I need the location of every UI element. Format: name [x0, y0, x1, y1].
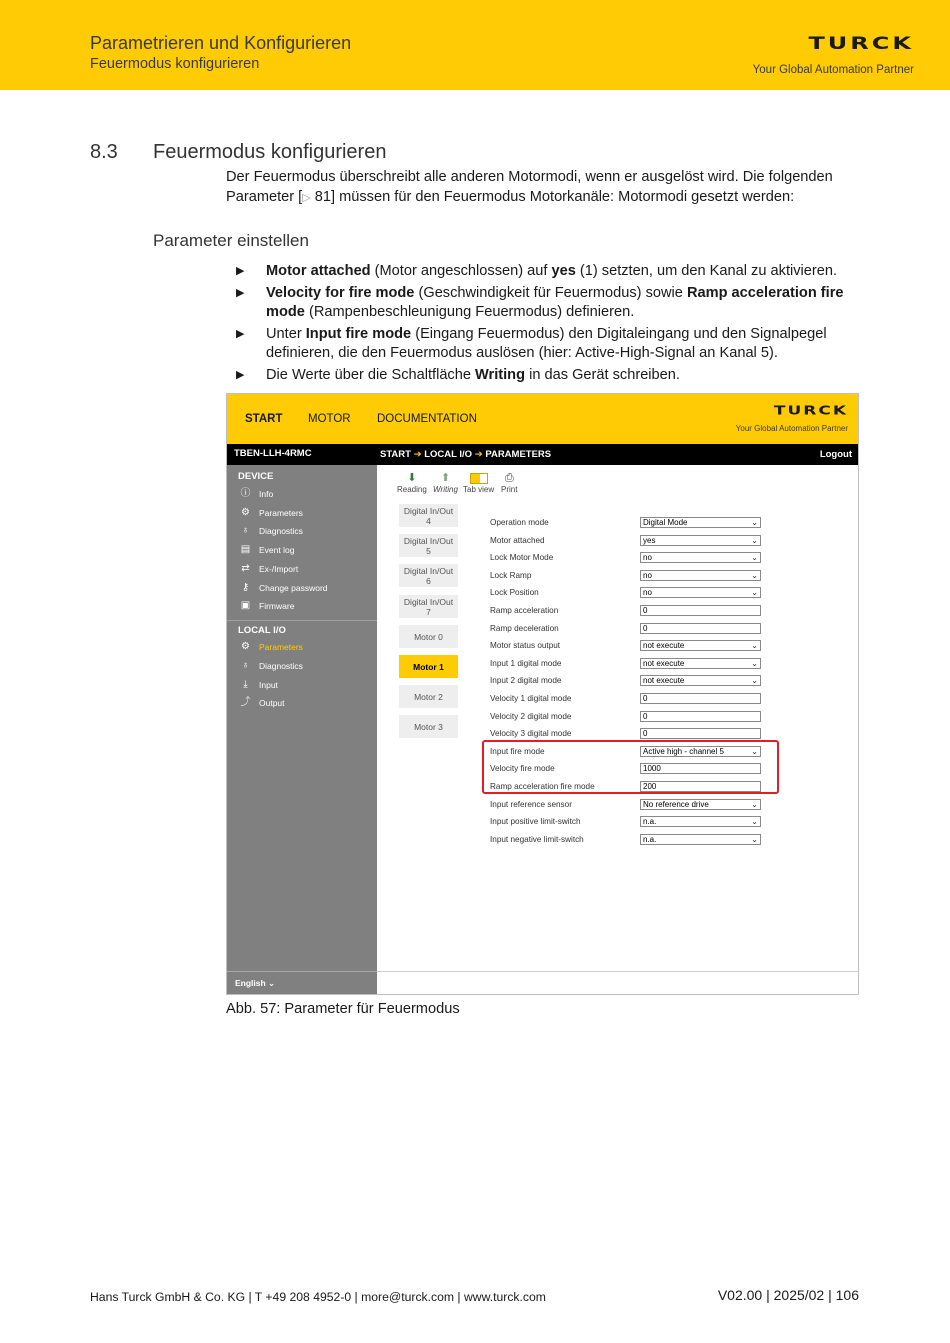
parameter-select[interactable] [640, 816, 761, 827]
app-logo-claim: Your Global Automation Partner [735, 424, 848, 433]
breadcrumb-arrow-icon: ➔ [474, 449, 483, 460]
parameter-label: Velocity fire mode [490, 764, 555, 773]
gear-icon: ⚙ [241, 507, 250, 518]
sidebar-item-output[interactable] [238, 696, 285, 709]
parameter-input[interactable] [640, 605, 761, 616]
parameter-value: n.a. [643, 835, 657, 844]
sidebar-divider [227, 620, 377, 621]
step-bold: Motor attached [266, 263, 371, 279]
breadcrumb-arrow-icon: ➔ [413, 449, 422, 460]
step-bold: Ramp acceleration fire mode [266, 284, 844, 320]
content-bottom-line [377, 971, 859, 972]
language-label: English ⌄ [235, 978, 276, 988]
step-item [236, 262, 856, 282]
logo-claim: Your Global Automation Partner [752, 64, 914, 76]
gear-icon: ⚙ [241, 641, 250, 652]
print-button[interactable] [501, 471, 517, 494]
step-item [236, 284, 856, 323]
parameter-value: 0 [643, 729, 648, 738]
parameter-label: Lock Position [490, 588, 539, 597]
reading-button[interactable] [397, 471, 427, 494]
tab-label: Motor 0 [414, 631, 443, 642]
parameter-value: 200 [643, 782, 657, 791]
sidebar-item-label: Diagnostics [259, 660, 303, 671]
bullet-triangle-icon: ▶ [236, 368, 245, 381]
tab-motor-1[interactable] [399, 655, 458, 678]
tab-label: Digital In/Out [403, 596, 454, 607]
tab-label: Motor 3 [414, 721, 443, 732]
app-black-bar [227, 444, 859, 465]
info-icon: ⓘ [240, 488, 251, 499]
sidebar-item-label: Ex-/Import [259, 563, 299, 574]
export-import-icon: ⇄ [241, 563, 250, 574]
nav-motor[interactable]: MOTOR [308, 413, 351, 425]
logout-link[interactable]: Logout [819, 449, 852, 460]
tab-label: Motor 2 [414, 691, 443, 702]
parameter-value: no [643, 553, 652, 562]
parameter-label: Ramp acceleration fire mode [490, 782, 595, 791]
parameter-select[interactable] [640, 799, 761, 810]
parameter-select[interactable] [640, 570, 761, 581]
sidebar-item-label: Event log [259, 544, 295, 555]
tab-label: Digital In/Out [403, 565, 454, 576]
parameter-select[interactable] [640, 640, 761, 651]
parameter-value: 0 [643, 624, 648, 633]
parameter-select[interactable] [640, 834, 761, 845]
chevron-down-icon: ⌄ [751, 571, 758, 580]
tab-motor-0[interactable] [399, 625, 458, 648]
sidebar-item-info[interactable] [238, 487, 273, 500]
parameter-label: Motor attached [490, 536, 545, 545]
step-text: (Motor angeschlossen) auf [370, 263, 552, 279]
step-text: Unter [266, 325, 306, 342]
sidebar-item-label: Input [259, 679, 278, 690]
parameter-label: Ramp acceleration [490, 606, 559, 615]
sidebar-item-label: Parameters [259, 641, 303, 652]
sidebar-item-ex-import[interactable] [238, 562, 298, 575]
tab-label: Digital In/Out [403, 505, 454, 516]
parameter-value: 1000 [643, 764, 661, 773]
parameter-label: Input positive limit-switch [490, 817, 581, 826]
chevron-down-icon: ⌄ [751, 747, 758, 756]
chevron-down-icon: ⌄ [751, 676, 758, 685]
footer-version: V02.00 | 2025/02 | 106 [717, 1287, 859, 1303]
fire-mode-highlight [482, 740, 779, 794]
intro-paragraph [226, 168, 866, 208]
chip-icon: ▣ [240, 600, 251, 611]
parameter-select[interactable] [640, 535, 761, 546]
breadcrumb [380, 449, 551, 460]
sidebar-item-local-parameters[interactable] [238, 640, 303, 653]
parameter-value: Active high - channel 5 [643, 747, 724, 756]
sidebar-item-label: Diagnostics [259, 525, 303, 536]
input-icon: ⤓ [243, 679, 248, 690]
toolbar-label: Tab view [463, 485, 495, 494]
parameter-label: Input negative limit-switch [490, 835, 584, 844]
parameter-select[interactable] [640, 552, 761, 563]
parameter-value: no [643, 571, 652, 580]
app-logo-wordmark: TURCK [773, 403, 848, 419]
parameter-value: not execute [643, 641, 685, 650]
chevron-down-icon: ⌄ [751, 835, 758, 844]
step-text: (1) setzten, um den Kanal zu aktivieren. [575, 263, 838, 279]
step-bold: yes [551, 263, 576, 279]
sidebar-item-label: Change password [259, 582, 328, 593]
subsection-title: Parameter einstellen [153, 231, 309, 250]
header-subtitle: Feuermodus konfigurieren [90, 56, 260, 72]
tab-view-button[interactable] [463, 471, 494, 494]
web-server-screenshot [226, 393, 859, 995]
chevron-down-icon: ⌄ [751, 659, 758, 668]
sidebar-item-event-log[interactable] [238, 543, 294, 556]
parameter-label: Operation mode [490, 518, 549, 527]
parameter-select[interactable] [640, 517, 761, 528]
parameter-value: 0 [643, 606, 648, 615]
output-icon: ⤴ [240, 697, 251, 708]
tab-digital-io-5[interactable] [399, 534, 458, 557]
sidebar-item-label: Info [259, 488, 274, 499]
sidebar-heading-local-io: LOCAL I/O [238, 625, 286, 636]
chevron-down-icon: ⌄ [751, 553, 758, 562]
breadcrumb-parameters: PARAMETERS [485, 449, 552, 460]
step-bold: Writing [475, 366, 526, 383]
step-text: (Rampenbeschleunigung Feuermodus) definieren. [304, 304, 635, 320]
sidebar [227, 465, 377, 995]
tab-label: 4 [426, 515, 431, 526]
device-name: TBEN-LLH-4RMC [234, 448, 312, 459]
writing-button[interactable] [433, 471, 458, 494]
tab-label: 7 [426, 606, 431, 617]
sidebar-item-local-diagnostics[interactable] [238, 659, 303, 672]
chevron-down-icon: ⌄ [751, 817, 758, 826]
sidebar-item-diagnostics[interactable] [238, 524, 303, 537]
step-bold: Input fire mode [305, 325, 412, 342]
parameter-select[interactable] [640, 587, 761, 598]
parameter-label: Velocity 1 digital mode [490, 694, 572, 703]
toolbar-label: Reading [397, 485, 427, 494]
sidebar-item-input[interactable] [238, 678, 278, 691]
header-title: Parametrieren und Konfigurieren [90, 33, 352, 53]
parameter-select[interactable] [640, 658, 761, 669]
stethoscope-icon: ♁ [241, 660, 250, 671]
parameter-value: not execute [643, 659, 685, 668]
tab-motor-3[interactable] [399, 715, 458, 738]
tab-label: Digital In/Out [403, 535, 454, 546]
parameter-value: n.a. [643, 817, 657, 826]
step-text: Die Werte über die Schaltfläche [266, 366, 476, 383]
sidebar-item-label: Output [259, 697, 285, 708]
breadcrumb-start[interactable]: START [380, 449, 411, 460]
toolbar-label: Writing [433, 485, 458, 494]
chevron-down-icon: ⌄ [751, 518, 758, 527]
chevron-down-icon: ⌄ [751, 536, 758, 545]
tab-label: Motor 1 [413, 661, 444, 672]
step-text: (Geschwindigkeit für Feuermodus) sowie [414, 284, 687, 301]
intro-text-1: Der Feuermodus überschreibt alle anderen Motormodi, wenn er ausgelöst wird. Die folgenden Parameter [ [226, 169, 833, 205]
tab-digital-io-6[interactable] [399, 564, 458, 587]
parameter-select[interactable] [640, 675, 761, 686]
sidebar-item-change-password[interactable] [238, 581, 328, 594]
chevron-down-icon: ⌄ [751, 641, 758, 650]
print-icon: ⎙ [504, 472, 514, 484]
parameter-label: Ramp deceleration [490, 624, 559, 633]
nav-start[interactable]: START [245, 413, 283, 425]
section-title: Feuermodus konfigurieren [153, 141, 387, 163]
sidebar-item-label: Firmware [259, 600, 295, 611]
bullet-triangle-icon: ▶ [236, 327, 245, 340]
step-list [236, 262, 856, 387]
parameter-label: Input reference sensor [490, 800, 572, 809]
step-text: in das Gerät schreiben. [525, 366, 680, 383]
tab-digital-io-4[interactable] [399, 504, 458, 527]
sidebar-item-firmware[interactable] [238, 599, 294, 612]
sidebar-item-parameters[interactable] [238, 506, 303, 519]
step-item [236, 366, 856, 386]
parameter-value: Digital Mode [643, 518, 688, 527]
step-bold: Velocity for fire mode [266, 284, 415, 301]
stethoscope-icon: ♁ [241, 525, 250, 536]
figure-caption: Abb. 57: Parameter für Feuermodus [226, 1001, 460, 1017]
toolbar-label: Print [501, 485, 518, 494]
key-icon: ⚷ [241, 582, 250, 593]
chevron-down-icon: ⌄ [751, 588, 758, 597]
chevron-down-icon: ⌄ [751, 800, 758, 809]
bullet-triangle-icon: ▶ [236, 286, 245, 299]
parameter-label: Motor status output [490, 641, 561, 650]
breadcrumb-local-io[interactable]: LOCAL I/O [424, 449, 473, 460]
writing-icon: ⬆ [440, 472, 451, 484]
parameter-value: No reference drive [643, 800, 709, 809]
parameter-label: Input 2 digital mode [490, 676, 562, 685]
intro-text-2: 81] müssen für den Feuermodus Motorkanäle: Motormodi gesetzt werden: [310, 188, 795, 205]
step-text: (Eingang Feuermodus) den Digitaleingang und den Signalpegel definieren, die den Feuermodus auslösen (hier: Active-High-Signal an Kanal 5). [266, 325, 827, 361]
parameter-label: Velocity 2 digital mode [490, 712, 572, 721]
parameter-input[interactable] [640, 623, 761, 634]
parameter-label: Input 1 digital mode [490, 659, 562, 668]
reading-icon: ⬇ [407, 472, 417, 484]
logo-wordmark: TURCK [808, 33, 914, 54]
sidebar-heading-device: DEVICE [238, 471, 274, 482]
parameter-label: Input fire mode [490, 747, 545, 756]
tab-digital-io-7[interactable] [399, 595, 458, 618]
event-log-icon: ▤ [240, 544, 251, 555]
app-top-bar [227, 394, 859, 444]
parameter-label: Lock Ramp [490, 571, 532, 580]
tab-label: 5 [426, 545, 431, 556]
tab-motor-2[interactable] [399, 685, 458, 708]
step-item [236, 325, 856, 364]
section-number: 8.3 [90, 141, 118, 163]
language-selector[interactable] [227, 971, 377, 995]
nav-documentation[interactable]: DOCUMENTATION [377, 413, 477, 425]
page-header [0, 0, 950, 90]
reference-arrow-icon[interactable]: ▷ [302, 191, 311, 204]
parameter-label: Velocity 3 digital mode [490, 729, 572, 738]
tab-label: 6 [426, 575, 431, 586]
parameter-input[interactable] [640, 711, 761, 722]
parameter-value: 0 [643, 712, 648, 721]
turck-logo [731, 33, 914, 76]
parameter-value: 0 [643, 694, 648, 703]
tab-view-icon [463, 471, 494, 485]
parameter-input[interactable] [640, 693, 761, 704]
parameter-value: not execute [643, 676, 685, 685]
footer-contact: Hans Turck GmbH & Co. KG | T +49 208 4952-0 | more@turck.com | www.turck.com [90, 1290, 546, 1304]
parameter-label: Lock Motor Mode [490, 553, 554, 562]
bullet-triangle-icon: ▶ [236, 265, 245, 277]
app-turck-logo [718, 403, 848, 433]
parameter-value: yes [643, 536, 656, 545]
sidebar-item-label: Parameters [259, 507, 303, 518]
parameter-input[interactable] [640, 728, 761, 739]
parameter-value: no [643, 588, 652, 597]
